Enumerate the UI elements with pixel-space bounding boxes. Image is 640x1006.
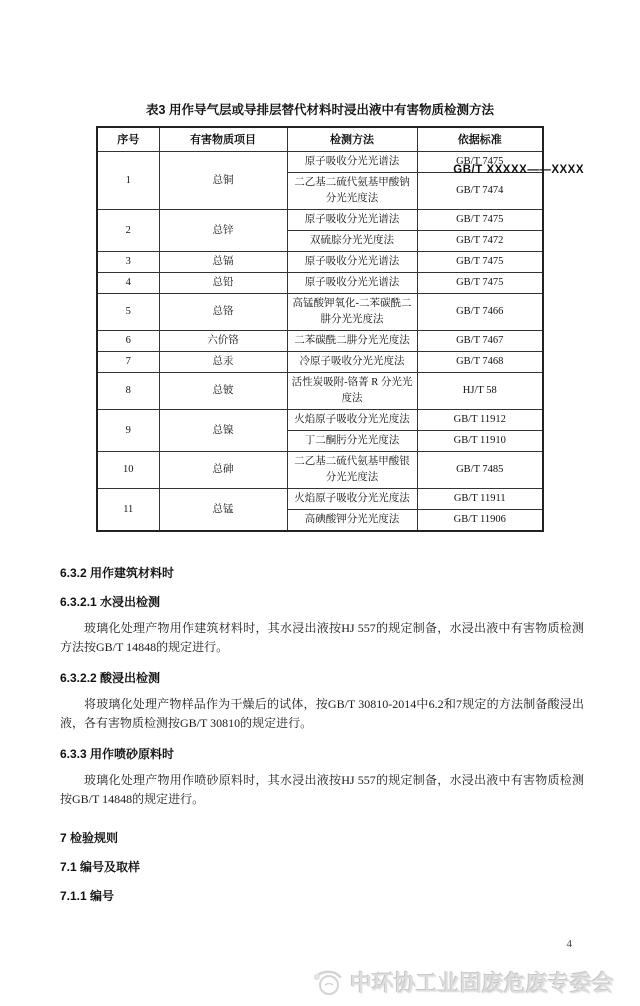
standard-cell: GB/T 7475	[417, 152, 543, 173]
swoosh-globe-icon	[311, 968, 343, 998]
row-number-cell: 8	[97, 373, 159, 410]
paragraph: 将玻璃化处理产物样品作为干燥后的试体，按GB/T 30810-2014中6.2和7规定的方法制备酸浸出液，各有害物质检测按GB/T 30810的规定进行。	[60, 697, 584, 730]
method-cell: 冷原子吸收分光光度法	[287, 352, 417, 373]
method-cell: 活性炭吸附-铬菁 R 分光光度法	[287, 373, 417, 410]
substance-cell: 六价铬	[159, 331, 287, 352]
column-header: 检测方法	[287, 127, 417, 152]
paragraph: 玻璃化处理产物用作喷砂原料时，其水浸出液按HJ 557的规定制备，水浸出液中有害物质检测按GB/T 14848的规定进行。	[60, 773, 584, 806]
table3-header	[97, 127, 543, 152]
paragraph: 玻璃化处理产物用作建筑材料时，其水浸出液按HJ 557的规定制备，水浸出液中有害物质检测方法按GB/T 14848的规定进行。	[60, 621, 584, 654]
section-heading: 6.3.2 用作建筑材料时	[60, 566, 175, 580]
substance-cell: 总镍	[159, 410, 287, 452]
row-number-cell: 4	[97, 273, 159, 294]
substance-cell: 总铬	[159, 294, 287, 331]
method-cell: 双硫腙分光光度法	[287, 231, 417, 252]
doc-standard-number: GB/T XXXXX——XXXX	[453, 164, 584, 176]
watermark-text: 中环协工业固废危废专委会	[349, 971, 614, 996]
table-row	[97, 489, 543, 510]
substance-cell: 总汞	[159, 352, 287, 373]
standard-cell: GB/T 7468	[417, 352, 543, 373]
method-cell: 原子吸收分光光谱法	[287, 252, 417, 273]
method-cell: 火焰原子吸收分光光度法	[287, 489, 417, 510]
table-header-row	[97, 127, 543, 152]
row-number-cell: 2	[97, 210, 159, 252]
table-row	[97, 331, 543, 352]
section-heading: 7.1 编号及取样	[60, 860, 141, 874]
substance-cell: 总铜	[159, 152, 287, 210]
document-sections	[0, 566, 640, 904]
table-row	[97, 294, 543, 331]
method-cell: 原子吸收分光光谱法	[287, 273, 417, 294]
standard-cell: GB/T 7472	[417, 231, 543, 252]
column-header: 序号	[97, 127, 159, 152]
page-number: 4	[566, 938, 572, 950]
method-cell: 二乙基二硫代氨基甲酸银分光光度法	[287, 452, 417, 489]
row-number-cell: 5	[97, 294, 159, 331]
table3-title: 表3 用作导气层或导排层替代材料时浸出液中有害物质检测方法	[146, 103, 494, 117]
table-row	[97, 373, 543, 410]
row-number-cell: 1	[97, 152, 159, 210]
standard-cell: HJ/T 58	[417, 373, 543, 410]
table3-hazardous-substance-detection-methods	[96, 126, 544, 532]
row-number-cell: 9	[97, 410, 159, 452]
table-row	[97, 452, 543, 489]
section-heading: 7.1.1 编号	[60, 889, 115, 903]
row-number-cell: 10	[97, 452, 159, 489]
column-header: 依据标准	[417, 127, 543, 152]
section-heading: 6.3.3 用作喷砂原料时	[60, 747, 175, 761]
row-number-cell: 11	[97, 489, 159, 532]
section-heading: 6.3.2.2 酸浸出检测	[60, 671, 161, 685]
row-number-cell: 6	[97, 331, 159, 352]
method-cell: 丁二酮肟分光光度法	[287, 431, 417, 452]
table-row	[97, 273, 543, 294]
standard-cell: GB/T 7475	[417, 210, 543, 231]
substance-cell: 总镉	[159, 252, 287, 273]
substance-cell: 总锌	[159, 210, 287, 252]
standard-cell: GB/T 7485	[417, 452, 543, 489]
standard-cell: GB/T 7466	[417, 294, 543, 331]
method-cell: 二苯碳酰二肼分光光度法	[287, 331, 417, 352]
method-cell: 二乙基二硫代氨基甲酸钠分光光度法	[287, 173, 417, 210]
standard-cell: GB/T 11911	[417, 489, 543, 510]
standard-cell: GB/T 7475	[417, 273, 543, 294]
table-row	[97, 210, 543, 231]
section-heading: 7 检验规则	[60, 831, 119, 845]
table3-body	[97, 152, 543, 532]
section-heading: 6.3.2.1 水浸出检测	[60, 595, 161, 609]
substance-cell: 总砷	[159, 452, 287, 489]
substance-cell: 总锰	[159, 489, 287, 532]
table-row	[97, 252, 543, 273]
standard-cell: GB/T 11910	[417, 431, 543, 452]
substance-cell: 总铍	[159, 373, 287, 410]
standard-cell: GB/T 7474	[417, 173, 543, 210]
table-row	[97, 410, 543, 431]
column-header: 有害物质项目	[159, 127, 287, 152]
standard-cell: GB/T 11906	[417, 510, 543, 532]
method-cell: 高碘酸钾分光光度法	[287, 510, 417, 532]
method-cell: 火焰原子吸收分光光度法	[287, 410, 417, 431]
standard-cell: GB/T 7475	[417, 252, 543, 273]
method-cell: 原子吸收分光光谱法	[287, 210, 417, 231]
substance-cell: 总铅	[159, 273, 287, 294]
method-cell: 原子吸收分光光谱法	[287, 152, 417, 173]
row-number-cell: 7	[97, 352, 159, 373]
method-cell: 高锰酸钾氧化-二苯碳酰二肼分光光度法	[287, 294, 417, 331]
table-row	[97, 352, 543, 373]
footer-watermark	[311, 967, 614, 998]
standard-cell: GB/T 7467	[417, 331, 543, 352]
row-number-cell: 3	[97, 252, 159, 273]
standard-cell: GB/T 11912	[417, 410, 543, 431]
